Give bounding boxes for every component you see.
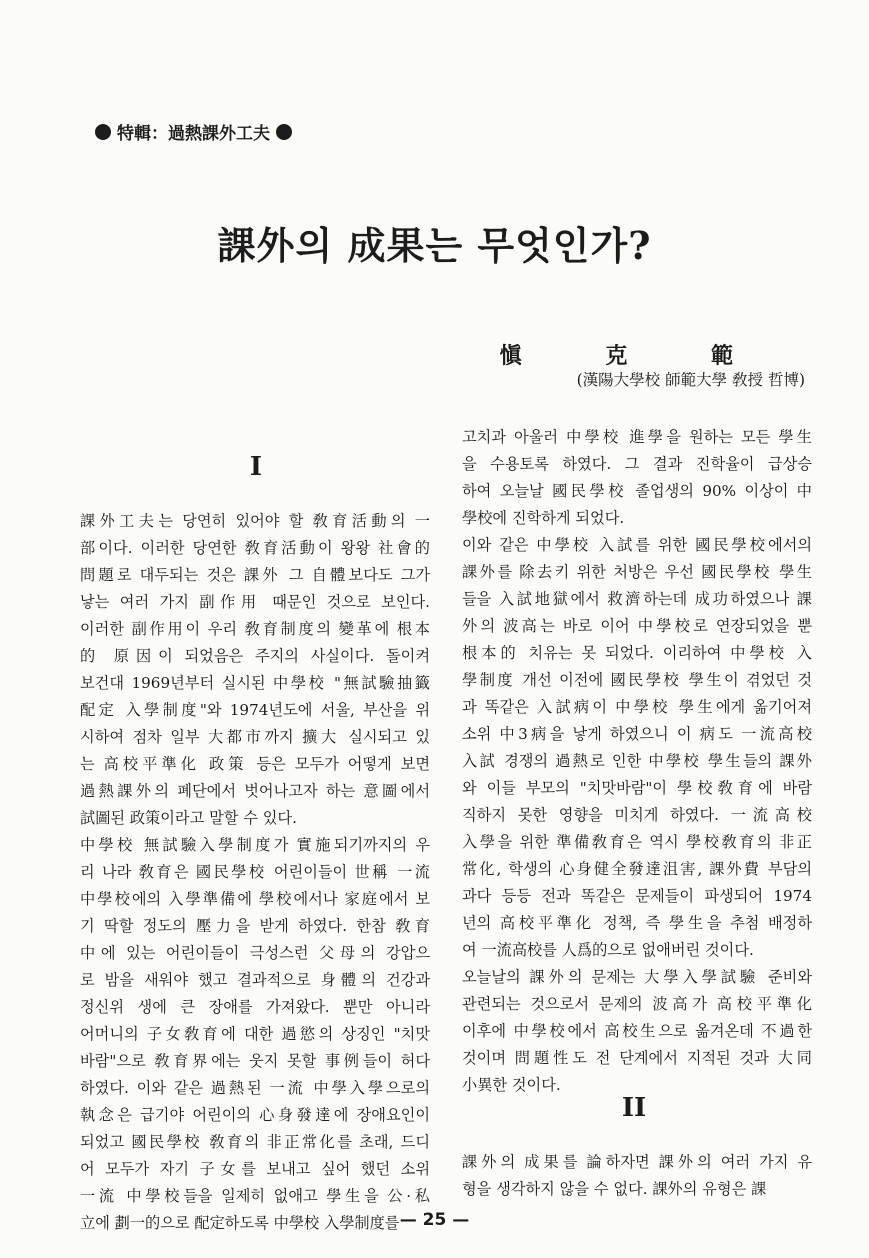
text-line: 와 이들 부모의 "치맛바람"이 學校敎育에 바람 — [462, 779, 812, 797]
text-line: 學制度 개선 이전에 國民學校 學生이 겪었던 것 — [462, 671, 812, 689]
text-line: 하여 오늘날 國民學校 졸업생의 90% 이상이 中 — [462, 482, 812, 500]
text-line: 入學을 위한 準備敎育은 역시 學校敎育의 非正 — [462, 833, 812, 851]
text-line: 과 똑같은 入試病이 中學校 學生에게 옮기어져 — [462, 698, 812, 716]
article-title: 課外의 成果는 무엇인가? — [217, 223, 652, 268]
text-line: 기 딱할 정도의 壓力을 받게 하였다. 한참 敎育 — [80, 917, 430, 935]
text-line: 여 一流高校를 人爲的으로 없애버린 것이다. — [462, 941, 754, 959]
text-line: 小異한 것이다. — [462, 1076, 561, 1094]
text-line: 낳는 여러 가지 副作用 때문인 것으로 보인다. — [80, 593, 430, 611]
text-line: 이와 같은 中學校 入試를 위한 國民學校에서의 — [462, 536, 812, 554]
text-line: 정신위 생에 큰 장애를 가져왔다. 뿐만 아니라 — [80, 998, 430, 1016]
text-line: 하였다. 이와 같은 過熱된 一流 中學入學으로의 — [80, 1079, 430, 1097]
text-line: 고치과 아울러 中學校 進學을 원하는 모든 學生 — [462, 428, 812, 446]
author-name: 愼 克 範 — [499, 343, 771, 369]
text-line: 이후에 中學校에서 高校生으로 옮겨온데 不過한 — [462, 1022, 812, 1040]
text-line: 되었고 國民學校 敎育의 非正常化를 초래, 드디 — [80, 1133, 430, 1151]
text-line: 년의 高校平準化 정책, 즉 學生을 추첨 배정하 — [462, 914, 812, 932]
text-line: 的 原因이 되었음은 주지의 사실이다. 돌이켜 — [80, 647, 430, 665]
text-line: 問題로 대두되는 것은 課外 그 自體보다도 그가 — [80, 566, 430, 584]
text-line: 試圖된 政策이라고 말할 수 있다. — [80, 809, 297, 827]
text-line: 外의 波高는 바로 이어 中學校로 연장되었을 뿐 — [462, 617, 812, 635]
text-line: 시하여 점차 일부 大都市까지 擴大 실시되고 있 — [80, 728, 430, 746]
text-line: 執念은 급기야 어린이의 心身發達에 장애요인이 — [80, 1106, 430, 1124]
text-line: 學校에 진학하게 되었다. — [462, 509, 625, 527]
text-line: 는 高校平準化 政策 등은 모두가 어떻게 보면 — [80, 755, 430, 773]
text-line: 根本的 치유는 못 되었다. 이리하여 中學校 入 — [462, 644, 812, 662]
text-line: 로 밤을 새워야 했고 결과적으로 身體의 건강과 — [80, 971, 430, 989]
text-line: 立에 劃一的으로 配定하도록 中學校 入學制度를 — [80, 1214, 400, 1232]
text-line: 어 모두가 자기 子女를 보내고 싶어 했던 소위 — [80, 1160, 430, 1178]
text-line: 오늘날의 課外의 문제는 大學入學試驗 준비와 — [462, 968, 812, 986]
text-line: 형을 생각하지 않을 수 없다. 課外의 유형은 課 — [462, 1180, 767, 1198]
right-column-text — [462, 424, 812, 1099]
text-line: 入試 경쟁의 過熱로 인한 中學校 學生들의 課外 — [462, 752, 812, 770]
text-line: 리 나라 敎育은 國民學校 어린이들이 世稱 一流 — [80, 863, 430, 881]
series-label: 特輯：過熱課外工夫 — [117, 124, 270, 144]
text-line: 보건대 1969년부터 실시된 中學校 "無試驗抽籤 — [80, 674, 430, 692]
text-line: 中에 있는 어린이들이 극성스런 父母의 강압으 — [80, 944, 430, 962]
text-line: 과다 등등 전과 똑같은 문제들이 파생되어 1974 — [462, 887, 812, 905]
section-heading-2: II — [621, 1093, 647, 1123]
text-line: 常化, 학생의 心身健全發達沮害, 課外費 부담의 — [462, 860, 812, 878]
text-line: 이러한 副作用이 우리 敎育制度의 變革에 根本 — [80, 620, 430, 638]
right-column-text-continued — [462, 1149, 812, 1203]
text-line: 어머니의 子女敎育에 대한 過慾의 상징인 "치맛 — [80, 1025, 430, 1043]
text-line: 직하지 못한 영향을 미치게 하였다. 一流高校 — [462, 806, 812, 824]
text-line: 소위 中3病을 낳게 하였으니 이 病도 一流高校 — [462, 725, 812, 743]
text-line: 中學校에의 入學準備에 學校에서나 家庭에서 보 — [80, 890, 430, 908]
left-column-text — [80, 508, 430, 1237]
text-line: 것이며 問題性도 전 단계에서 지적된 것과 大同 — [462, 1049, 812, 1067]
text-line: 바람"으로 敎育界에는 웃지 못할 事例들이 허다 — [80, 1052, 430, 1070]
author-affiliation: (漢陽大學校 師範大學 敎授 哲博) — [576, 371, 805, 389]
bullet-icon — [276, 124, 292, 140]
text-line: 관련되는 것으로서 문제의 波高가 高校平準化 — [462, 995, 812, 1013]
series-header — [95, 119, 292, 144]
text-line: 을 수용토록 하였다. 그 결과 진학율이 급상승 — [462, 455, 812, 473]
page-number: — 25 — — [399, 1210, 470, 1230]
text-line: 配定 入學制度"와 1974년도에 서울, 부산을 위 — [80, 701, 430, 719]
text-line: 課外工夫는 당연히 있어야 할 敎育活動의 一 — [80, 512, 430, 530]
text-line: 課外의 成果를 論하자면 課外의 여러 가지 유 — [462, 1153, 812, 1171]
text-line: 들을 入試地獄에서 救濟하는데 成功하였으나 課 — [462, 590, 812, 608]
text-line: 課外를 除去키 위한 처방은 우선 國民學校 學生 — [462, 563, 812, 581]
text-line: 一流 中學校들을 일제히 없애고 學生을 公·私 — [80, 1187, 430, 1205]
section-heading-1: I — [249, 452, 263, 482]
text-line: 中學校 無試驗入學制度가 實施되기까지의 우 — [80, 836, 430, 854]
text-line: 部이다. 이러한 당연한 敎育活動이 왕왕 社會的 — [80, 539, 430, 557]
bullet-icon — [95, 124, 111, 140]
text-line: 過熱課外의 폐단에서 벗어나고자 하는 意圖에서 — [80, 782, 430, 800]
